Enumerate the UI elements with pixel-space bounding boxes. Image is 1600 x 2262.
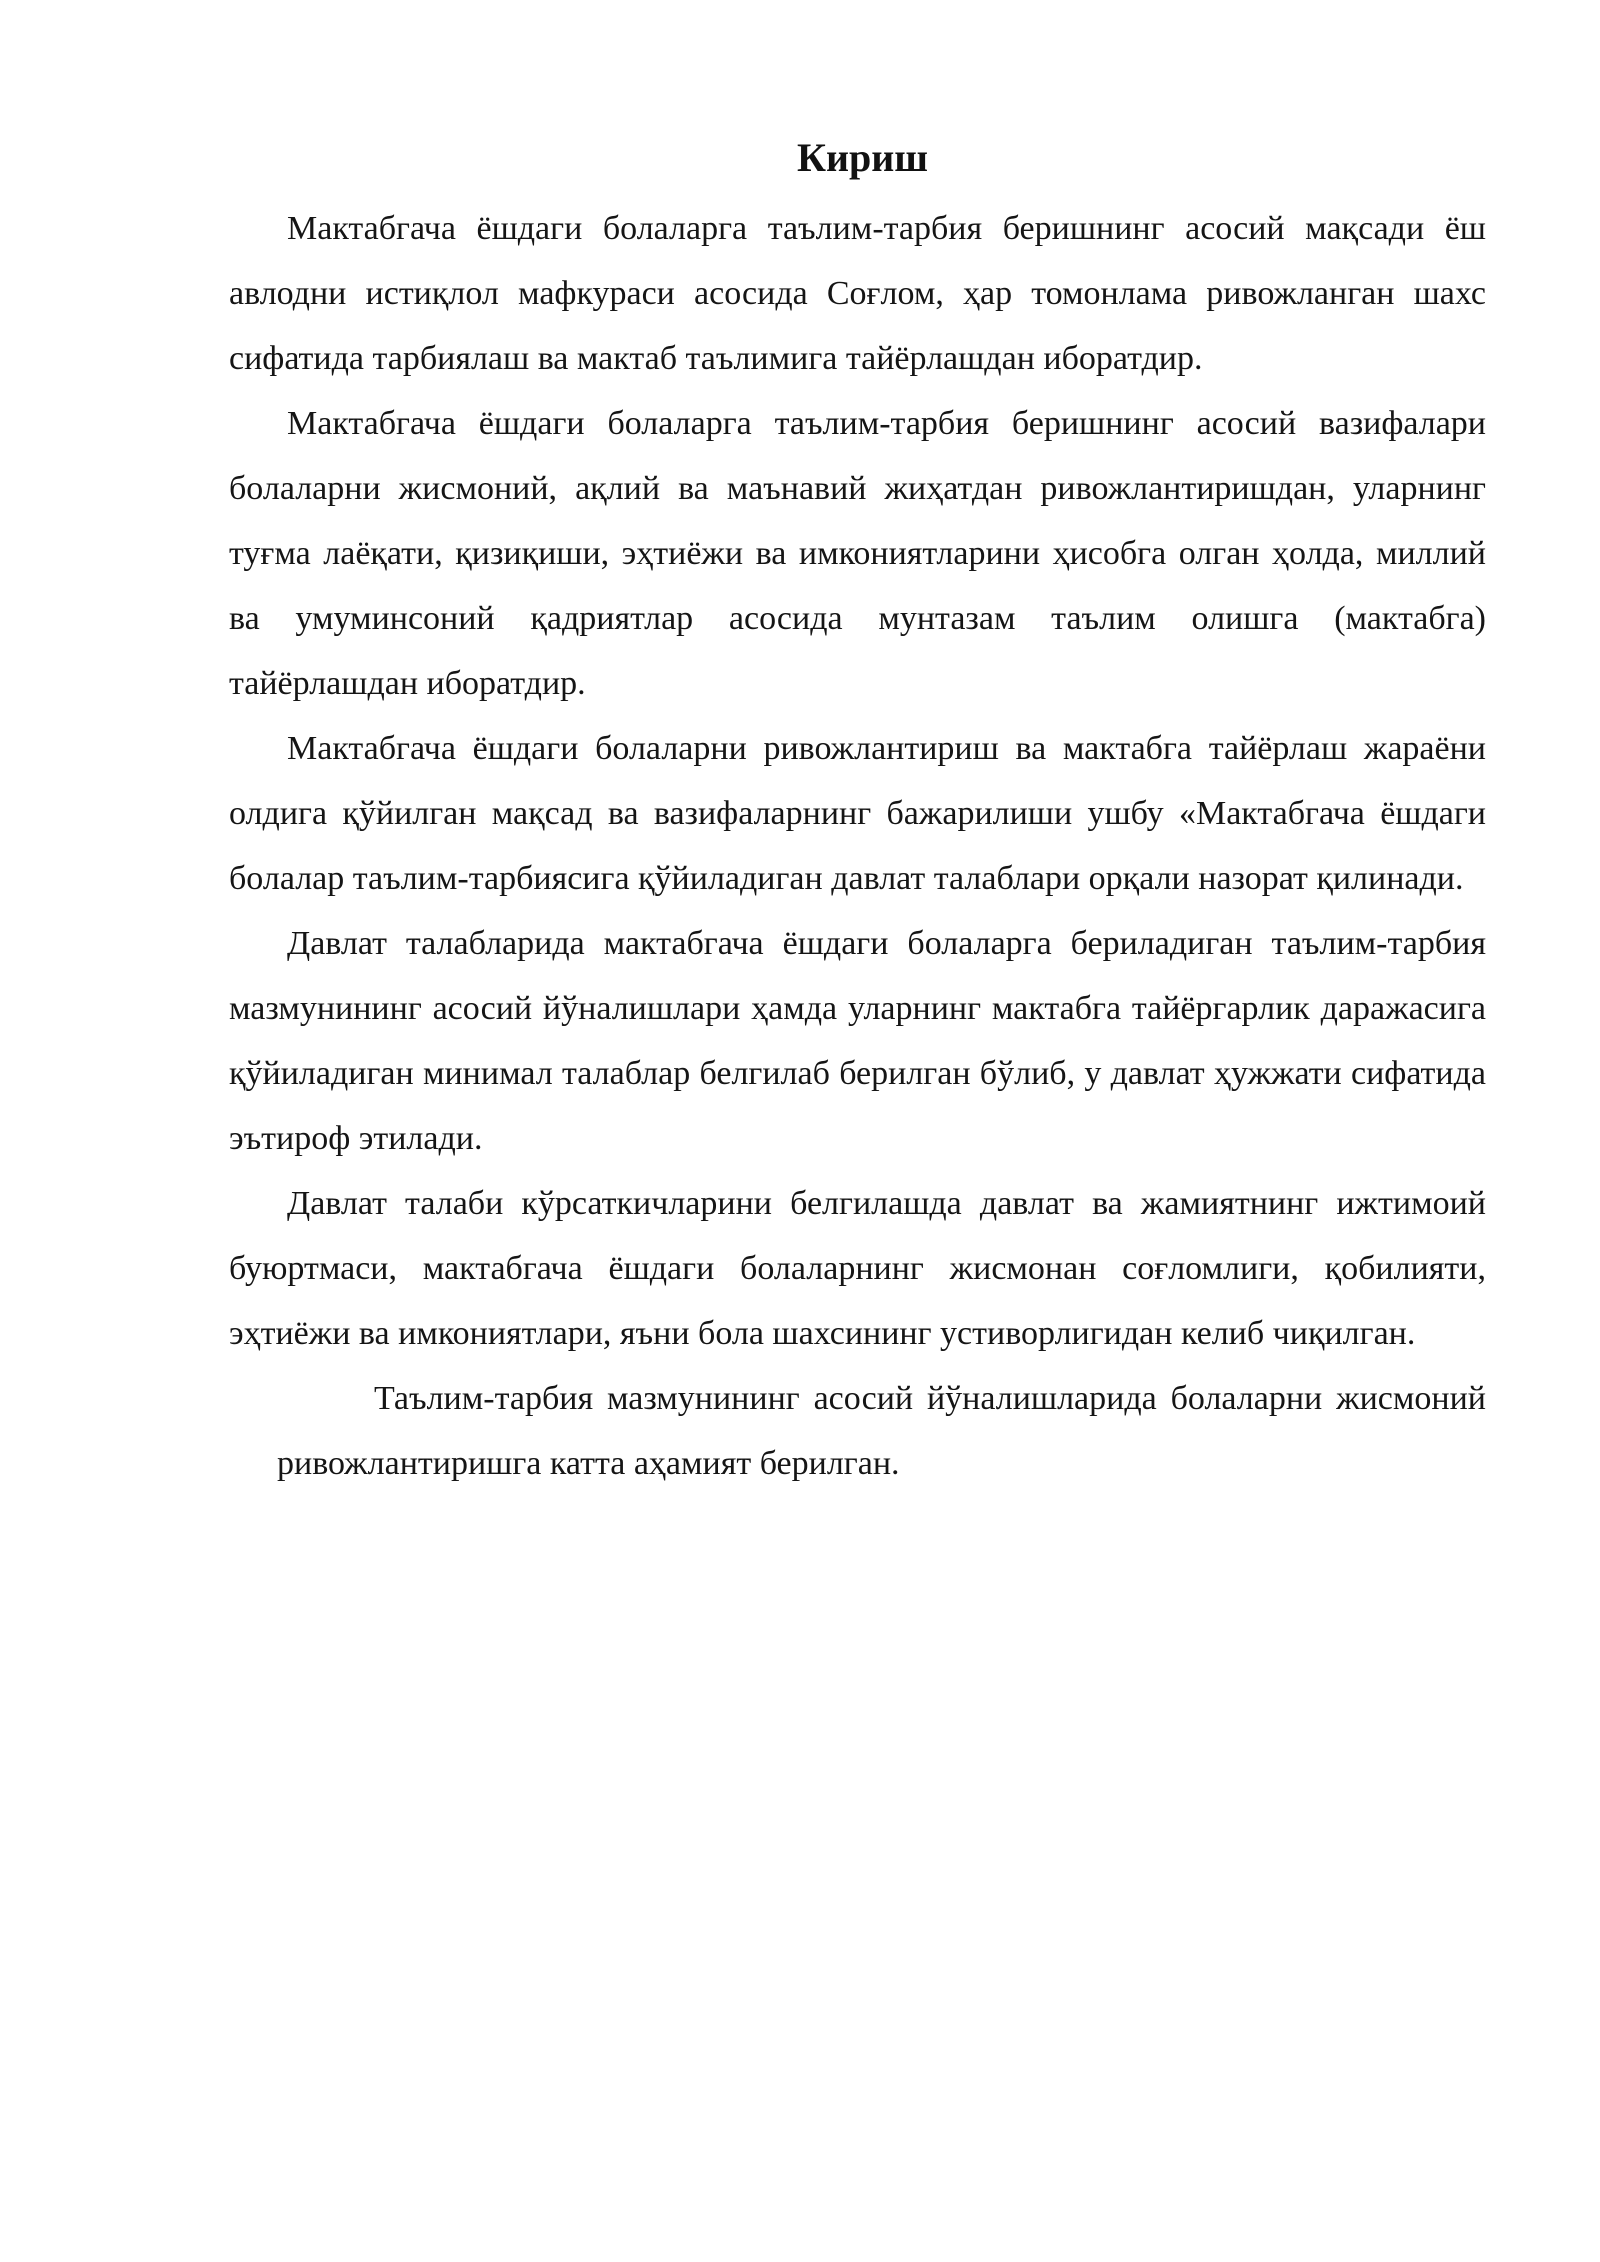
paragraph-3: Мактабгача ёшдаги болаларни ривожлантириш ва мактабга тайёрлаш жараёни олдига қўйилган мақсад ва вазифаларнинг бажарилиши ушбу «Мактабгача ёшдаги болалар таълим-тарбиясига қўйиладиган давлат талаблари орқали назорат қилинади. <box>229 730 1486 897</box>
page-title: Кириш <box>796 135 929 180</box>
paragraph-4: Давлат талабларида мактабгача ёшдаги болаларга бериладиган таълим-тарбия мазмунининг асосий йўналишлари ҳамда уларнинг мактабга тайёргарлик даражасига қўйиладиган минимал талаблар белгилаб берилган бўлиб, у давлат ҳужжати сифатида эътироф этилади. <box>229 925 1486 1157</box>
paragraph-2: Мактабгача ёшдаги болаларга таълим-тарбия беришнинг асосий вазифалари болаларни жисмоний, ақлий ва маънавий жиҳатдан ривожлантиришдан, уларнинг туғма лаёқати, қизиқиши, эҳтиёжи ва имкониятларини ҳисобга олган ҳолда, миллий ва умуминсоний қадриятлар асосида мунтазам таълим олишга (мактабга) тайёрлашдан иборатдир. <box>229 405 1486 702</box>
paragraph-5: Давлат талаби кўрсаткичларини белгилашда давлат ва жамиятнинг ижтимоий буюртмаси, мактабгача ёшдаги болаларнинг жисмонан соғломлиги, қобилияти, эҳтиёжи ва имкониятлари, яъни бола шахсининг устиворлигидан келиб чиқилган. <box>229 1185 1486 1352</box>
paragraph-1: Мактабгача ёшдаги болаларга таълим-тарбия беришнинг асосий мақсади ёш авлодни истиқлол мафкураси асосида Соғлом, ҳар томонлама ривожланган шахс сифатида тарбиялаш ва мактаб таълимига тайёрлашдан иборатдир. <box>229 210 1486 377</box>
paragraph-6: Таълим-тарбия мазмунининг асосий йўналишларида болаларни жисмоний ривожлантиришга катта аҳамият берилган. <box>277 1380 1486 1482</box>
document-body <box>229 196 1486 1496</box>
